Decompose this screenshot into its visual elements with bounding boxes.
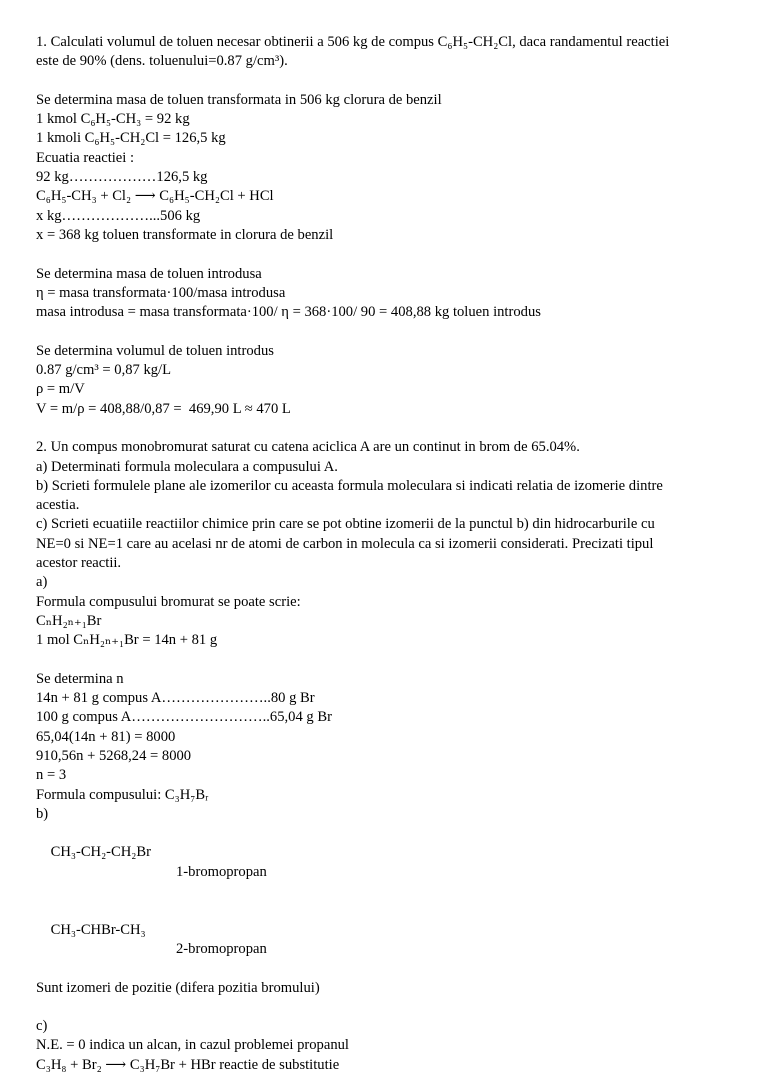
text-line: ρ = m/V [36, 381, 85, 398]
text-line: Ecuatia reactiei : [36, 149, 135, 166]
general-formula: CₙH₂ₙ₊₁Br [36, 612, 102, 629]
text-line: V = m/ρ = 408,88/0,87 = 469,90 L ≈ 470 L [36, 400, 291, 417]
text-line: 1 kmoli C₆H₅-CH₂Cl = 126,5 kg [36, 130, 226, 147]
text-line: 65,04(14n + 81) = 8000 [36, 728, 176, 745]
isomer-name: 2-bromopropan [176, 940, 267, 957]
answer-c-label: c) [36, 1018, 48, 1035]
section-heading: Se determina masa de toluen transformata in 506 kg clorura de benzil [36, 91, 442, 108]
section-heading: Se determina n [36, 670, 124, 687]
reaction-equation: C₃H₈ + Br₂ ⟶ C₃H₇Br + HBr reactie de substitutie [36, 1056, 340, 1073]
text-line: 0.87 g/cm³ = 0,87 kg/L [36, 362, 172, 379]
answer-b-label: b) [36, 805, 49, 822]
text-line: η = masa transformata·100/masa introdusa [36, 284, 286, 301]
text-line: 92 kg………………126,5 kg [36, 169, 208, 186]
isomer-name: 1-bromopropan [176, 863, 267, 880]
problem1-statement-line2: este de 90% (dens. toluenului=0.87 g/cm³). [36, 53, 288, 70]
isomer-row [36, 901, 736, 978]
answer-a-label: a) [36, 574, 48, 591]
text-line: 100 g compus A………………………..65,04 g Br [36, 709, 332, 726]
text-line: Formula compusului bromurat se poate scrie: [36, 593, 301, 610]
reaction-equation: C₆H₅-CH₃ + Cl₂ ⟶ C₆H₅-CH₂Cl + HCl [36, 188, 274, 205]
section-heading: Se determina volumul de toluen introdus [36, 342, 274, 359]
question-b-line1: b) Scrieti formulele plane ale izomerilor cu aceasta formula moleculara si indicati relatia de izomerie dintre [36, 477, 663, 494]
question-a: a) Determinati formula moleculara a compusului A. [36, 458, 338, 475]
question-c-line1: c) Scrieti ecuatiile reactiilor chimice prin care se pot obtine izomerii de la punctul b) din hidrocarburile cu [36, 516, 655, 533]
isomer-formula: CH₃-CH₂-CH₂Br [50, 844, 151, 861]
isomer-row [36, 824, 736, 901]
problem2-statement: 2. Un compus monobromurat saturat cu catena aciclica A are un continut in brom de 65.04%. [36, 439, 580, 456]
text-line: x kg………………...506 kg [36, 207, 201, 224]
question-b-line2: acestia. [36, 497, 80, 514]
text-line: 910,56n + 5268,24 = 8000 [36, 747, 192, 764]
text-line: Sunt izomeri de pozitie (difera pozitia bromului) [36, 979, 320, 996]
problem1-statement-line1: 1. Calculati volumul de toluen necesar obtinerii a 506 kg de compus C₆H₅-CH₂Cl, daca randamentul reactiei [36, 34, 670, 50]
isomer-formula: CH₃-CHBr-CH₃ [50, 921, 146, 938]
text-line: 1 kmol C₆H₅-CH₃ = 92 kg [36, 111, 190, 128]
document-page [36, 33, 736, 1075]
text-line: 1 mol CₙH₂ₙ₊₁Br = 14n + 81 g [36, 632, 218, 649]
text-line: N.E. = 0 indica un alcan, in cazul problemei propanul [36, 1037, 349, 1054]
section-heading: Se determina masa de toluen introdusa [36, 265, 262, 282]
text-line: Formula compusului: C₃H₇Bᵣ [36, 786, 209, 803]
text-line: 14n + 81 g compus A…………………..80 g Br [36, 690, 315, 707]
question-c-line3: acestor reactii. [36, 555, 122, 572]
question-c-line2: NE=0 si NE=1 care au acelasi nr de atomi de carbon in molecula ca si izomerii considerati. Precizati tipul [36, 535, 654, 552]
text-line: masa introdusa = masa transformata·100/ η = 368·100/ 90 = 408,88 kg toluen introdus [36, 304, 541, 321]
text-line: x = 368 kg toluen transformate in clorura de benzil [36, 226, 334, 243]
text-line: n = 3 [36, 767, 67, 784]
